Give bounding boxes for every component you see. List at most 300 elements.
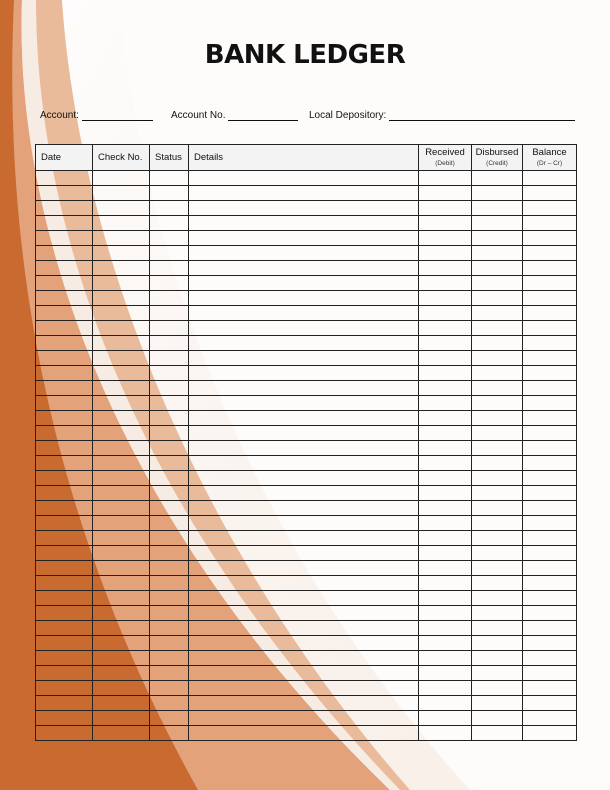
table-cell[interactable] xyxy=(419,441,472,456)
table-cell[interactable] xyxy=(36,636,93,651)
table-cell[interactable] xyxy=(419,246,472,261)
table-cell[interactable] xyxy=(419,516,472,531)
table-cell[interactable] xyxy=(523,381,577,396)
table-cell[interactable] xyxy=(472,366,523,381)
table-cell[interactable] xyxy=(472,726,523,741)
table-cell[interactable] xyxy=(36,366,93,381)
table-cell[interactable] xyxy=(189,726,419,741)
table-cell[interactable] xyxy=(150,501,189,516)
table-cell[interactable] xyxy=(150,666,189,681)
table-cell[interactable] xyxy=(150,576,189,591)
table-cell[interactable] xyxy=(189,186,419,201)
table-cell[interactable] xyxy=(189,456,419,471)
table-cell[interactable] xyxy=(93,651,150,666)
table-cell[interactable] xyxy=(419,681,472,696)
table-cell[interactable] xyxy=(523,411,577,426)
table-cell[interactable] xyxy=(93,441,150,456)
table-cell[interactable] xyxy=(36,501,93,516)
table-row xyxy=(36,621,577,636)
table-cell[interactable] xyxy=(150,186,189,201)
table-cell[interactable] xyxy=(419,651,472,666)
table-cell[interactable] xyxy=(150,171,189,186)
table-cell[interactable] xyxy=(93,606,150,621)
account-field xyxy=(40,109,153,121)
table-cell[interactable] xyxy=(472,681,523,696)
table-row xyxy=(36,726,577,741)
table-cell[interactable] xyxy=(523,321,577,336)
table-cell[interactable] xyxy=(189,201,419,216)
table-cell[interactable] xyxy=(93,411,150,426)
table-cell[interactable] xyxy=(93,366,150,381)
table-cell[interactable] xyxy=(93,711,150,726)
table-cell[interactable] xyxy=(472,471,523,486)
table-cell[interactable] xyxy=(189,171,419,186)
table-cell[interactable] xyxy=(189,636,419,651)
table-cell[interactable] xyxy=(419,576,472,591)
table-cell[interactable] xyxy=(472,426,523,441)
table-cell[interactable] xyxy=(36,381,93,396)
table-cell[interactable] xyxy=(189,291,419,306)
table-cell[interactable] xyxy=(523,546,577,561)
table-cell[interactable] xyxy=(189,216,419,231)
table-cell[interactable] xyxy=(523,276,577,291)
table-cell[interactable] xyxy=(472,171,523,186)
local-depository-input-line[interactable] xyxy=(389,109,575,121)
table-cell[interactable] xyxy=(36,351,93,366)
table-cell[interactable] xyxy=(523,306,577,321)
table-cell[interactable] xyxy=(93,306,150,321)
table-cell[interactable] xyxy=(189,246,419,261)
table-cell[interactable] xyxy=(150,456,189,471)
table-cell[interactable] xyxy=(523,261,577,276)
table-cell[interactable] xyxy=(419,306,472,321)
table-cell[interactable] xyxy=(472,546,523,561)
table-cell[interactable] xyxy=(472,441,523,456)
table-cell[interactable] xyxy=(36,546,93,561)
account-no-input-line[interactable] xyxy=(228,109,298,121)
table-cell[interactable] xyxy=(36,666,93,681)
table-cell[interactable] xyxy=(93,261,150,276)
table-cell[interactable] xyxy=(523,231,577,246)
table-cell[interactable] xyxy=(93,681,150,696)
table-header-row xyxy=(36,145,577,171)
table-cell[interactable] xyxy=(419,276,472,291)
table-cell[interactable] xyxy=(93,396,150,411)
table-cell[interactable] xyxy=(419,321,472,336)
table-cell[interactable] xyxy=(472,501,523,516)
table-cell[interactable] xyxy=(36,561,93,576)
table-cell[interactable] xyxy=(150,621,189,636)
table-cell[interactable] xyxy=(189,411,419,426)
table-cell[interactable] xyxy=(472,261,523,276)
table-cell[interactable] xyxy=(472,576,523,591)
table-cell[interactable] xyxy=(523,486,577,501)
table-cell[interactable] xyxy=(36,231,93,246)
table-cell[interactable] xyxy=(472,486,523,501)
column-subheader-debit: (Debit) xyxy=(435,159,455,167)
table-cell[interactable] xyxy=(523,441,577,456)
table-cell[interactable] xyxy=(189,381,419,396)
table-cell[interactable] xyxy=(93,201,150,216)
table-cell[interactable] xyxy=(150,711,189,726)
table-cell[interactable] xyxy=(189,606,419,621)
table-cell[interactable] xyxy=(189,486,419,501)
table-cell[interactable] xyxy=(523,501,577,516)
table-cell[interactable] xyxy=(419,666,472,681)
table-cell[interactable] xyxy=(150,471,189,486)
column-header-status: Status xyxy=(150,145,189,171)
table-cell[interactable] xyxy=(472,396,523,411)
table-cell[interactable] xyxy=(523,591,577,606)
table-cell[interactable] xyxy=(419,591,472,606)
table-cell[interactable] xyxy=(36,441,93,456)
account-no-label: Account No. xyxy=(171,110,226,121)
table-row xyxy=(36,276,577,291)
table-cell[interactable] xyxy=(419,621,472,636)
table-cell[interactable] xyxy=(189,531,419,546)
table-cell[interactable] xyxy=(523,666,577,681)
table-cell[interactable] xyxy=(472,186,523,201)
table-cell[interactable] xyxy=(36,576,93,591)
table-cell[interactable] xyxy=(189,396,419,411)
table-cell[interactable] xyxy=(36,711,93,726)
account-input-line[interactable] xyxy=(82,109,153,121)
table-cell[interactable] xyxy=(472,531,523,546)
table-cell[interactable] xyxy=(189,546,419,561)
table-cell[interactable] xyxy=(419,726,472,741)
table-cell[interactable] xyxy=(472,516,523,531)
table-cell[interactable] xyxy=(93,321,150,336)
table-cell[interactable] xyxy=(189,441,419,456)
table-cell[interactable] xyxy=(36,651,93,666)
table-cell[interactable] xyxy=(523,606,577,621)
table-cell[interactable] xyxy=(36,456,93,471)
table-cell[interactable] xyxy=(419,471,472,486)
account-label: Account: xyxy=(40,110,79,121)
table-cell[interactable] xyxy=(36,606,93,621)
table-cell[interactable] xyxy=(523,216,577,231)
column-header-disbursed: Disbursed (Credit) xyxy=(472,145,523,171)
table-cell[interactable] xyxy=(93,471,150,486)
table-cell[interactable] xyxy=(523,651,577,666)
column-subheader-dr-cr: (Dr – Cr) xyxy=(536,159,563,167)
page-title: BANK LEDGER xyxy=(204,40,406,70)
table-cell[interactable] xyxy=(523,471,577,486)
table-cell[interactable] xyxy=(189,471,419,486)
table-cell[interactable] xyxy=(523,291,577,306)
table-cell[interactable] xyxy=(36,681,93,696)
table-cell[interactable] xyxy=(419,501,472,516)
table-cell[interactable] xyxy=(150,396,189,411)
table-cell[interactable] xyxy=(472,636,523,651)
table-cell[interactable] xyxy=(93,291,150,306)
table-cell[interactable] xyxy=(419,366,472,381)
table-cell[interactable] xyxy=(189,306,419,321)
table-cell[interactable] xyxy=(523,711,577,726)
table-cell[interactable] xyxy=(189,366,419,381)
table-cell[interactable] xyxy=(150,696,189,711)
table-cell[interactable] xyxy=(523,516,577,531)
table-cell[interactable] xyxy=(419,606,472,621)
table-cell[interactable] xyxy=(189,426,419,441)
table-cell[interactable] xyxy=(419,186,472,201)
table-cell[interactable] xyxy=(93,216,150,231)
table-cell[interactable] xyxy=(36,696,93,711)
table-cell[interactable] xyxy=(472,351,523,366)
table-cell[interactable] xyxy=(472,411,523,426)
table-cell[interactable] xyxy=(523,636,577,651)
table-cell[interactable] xyxy=(523,426,577,441)
table-cell[interactable] xyxy=(150,636,189,651)
table-cell[interactable] xyxy=(419,396,472,411)
table-cell[interactable] xyxy=(93,186,150,201)
table-cell[interactable] xyxy=(93,381,150,396)
table-cell[interactable] xyxy=(36,531,93,546)
table-cell[interactable] xyxy=(419,486,472,501)
table-cell[interactable] xyxy=(150,561,189,576)
table-cell[interactable] xyxy=(189,351,419,366)
table-cell[interactable] xyxy=(189,336,419,351)
table-cell[interactable] xyxy=(93,576,150,591)
table-cell[interactable] xyxy=(93,351,150,366)
table-cell[interactable] xyxy=(472,711,523,726)
table-cell[interactable] xyxy=(419,411,472,426)
table-cell[interactable] xyxy=(36,591,93,606)
table-cell[interactable] xyxy=(419,351,472,366)
table-cell[interactable] xyxy=(93,561,150,576)
table-cell[interactable] xyxy=(189,231,419,246)
table-cell[interactable] xyxy=(419,171,472,186)
table-cell[interactable] xyxy=(93,426,150,441)
table-cell[interactable] xyxy=(93,531,150,546)
table-cell[interactable] xyxy=(36,471,93,486)
table-cell[interactable] xyxy=(523,171,577,186)
table-cell[interactable] xyxy=(36,276,93,291)
table-cell[interactable] xyxy=(93,726,150,741)
table-cell[interactable] xyxy=(150,306,189,321)
table-cell[interactable] xyxy=(472,231,523,246)
table-cell[interactable] xyxy=(523,201,577,216)
table-cell[interactable] xyxy=(419,336,472,351)
table-row xyxy=(36,456,577,471)
table-cell[interactable] xyxy=(36,426,93,441)
table-cell[interactable] xyxy=(189,666,419,681)
table-cell[interactable] xyxy=(523,696,577,711)
table-cell[interactable] xyxy=(472,621,523,636)
table-cell[interactable] xyxy=(419,561,472,576)
table-cell[interactable] xyxy=(472,291,523,306)
table-row xyxy=(36,546,577,561)
table-cell[interactable] xyxy=(150,516,189,531)
table-row xyxy=(36,231,577,246)
table-cell[interactable] xyxy=(93,246,150,261)
column-header-balance: Balance (Dr – Cr) xyxy=(523,145,577,171)
table-cell[interactable] xyxy=(189,261,419,276)
table-cell[interactable] xyxy=(150,726,189,741)
table-cell[interactable] xyxy=(36,621,93,636)
table-cell[interactable] xyxy=(523,351,577,366)
table-cell[interactable] xyxy=(93,591,150,606)
table-cell[interactable] xyxy=(93,276,150,291)
table-cell[interactable] xyxy=(150,426,189,441)
table-row xyxy=(36,696,577,711)
table-cell[interactable] xyxy=(93,486,150,501)
table-cell[interactable] xyxy=(150,321,189,336)
table-cell[interactable] xyxy=(419,261,472,276)
column-subheader-credit: (Credit) xyxy=(486,159,508,167)
table-row xyxy=(36,591,577,606)
local-depository-field xyxy=(309,109,575,121)
table-cell[interactable] xyxy=(472,456,523,471)
table-cell[interactable] xyxy=(189,561,419,576)
table-cell[interactable] xyxy=(189,651,419,666)
table-cell[interactable] xyxy=(36,261,93,276)
table-cell[interactable] xyxy=(189,696,419,711)
table-cell[interactable] xyxy=(150,336,189,351)
table-cell[interactable] xyxy=(150,231,189,246)
table-cell[interactable] xyxy=(36,336,93,351)
table-cell[interactable] xyxy=(93,621,150,636)
table-cell[interactable] xyxy=(150,381,189,396)
table-cell[interactable] xyxy=(36,216,93,231)
table-row xyxy=(36,426,577,441)
table-cell[interactable] xyxy=(419,381,472,396)
table-cell[interactable] xyxy=(36,321,93,336)
table-cell[interactable] xyxy=(36,186,93,201)
table-cell[interactable] xyxy=(93,666,150,681)
table-cell[interactable] xyxy=(150,531,189,546)
table-cell[interactable] xyxy=(93,231,150,246)
table-cell[interactable] xyxy=(419,456,472,471)
table-row xyxy=(36,171,577,186)
table-cell[interactable] xyxy=(419,546,472,561)
table-cell[interactable] xyxy=(150,441,189,456)
table-cell[interactable] xyxy=(523,456,577,471)
table-cell[interactable] xyxy=(150,411,189,426)
table-cell[interactable] xyxy=(150,201,189,216)
table-cell[interactable] xyxy=(419,636,472,651)
table-cell[interactable] xyxy=(150,366,189,381)
table-cell[interactable] xyxy=(523,336,577,351)
table-cell[interactable] xyxy=(93,501,150,516)
table-cell[interactable] xyxy=(36,726,93,741)
table-cell[interactable] xyxy=(150,606,189,621)
table-cell[interactable] xyxy=(189,516,419,531)
table-cell[interactable] xyxy=(189,621,419,636)
table-cell[interactable] xyxy=(93,456,150,471)
table-cell[interactable] xyxy=(523,681,577,696)
table-cell[interactable] xyxy=(419,291,472,306)
table-cell[interactable] xyxy=(150,486,189,501)
table-cell[interactable] xyxy=(93,171,150,186)
table-cell[interactable] xyxy=(150,246,189,261)
table-row xyxy=(36,711,577,726)
table-cell[interactable] xyxy=(93,336,150,351)
table-cell[interactable] xyxy=(189,501,419,516)
table-cell[interactable] xyxy=(523,621,577,636)
table-row xyxy=(36,336,577,351)
table-cell[interactable] xyxy=(419,711,472,726)
table-cell[interactable] xyxy=(189,321,419,336)
table-row xyxy=(36,351,577,366)
table-cell[interactable] xyxy=(523,186,577,201)
table-cell[interactable] xyxy=(36,291,93,306)
table-cell[interactable] xyxy=(472,201,523,216)
table-cell[interactable] xyxy=(419,216,472,231)
table-row xyxy=(36,441,577,456)
table-cell[interactable] xyxy=(472,321,523,336)
table-cell[interactable] xyxy=(419,531,472,546)
table-cell[interactable] xyxy=(419,231,472,246)
table-cell[interactable] xyxy=(93,636,150,651)
table-cell[interactable] xyxy=(150,261,189,276)
table-cell[interactable] xyxy=(523,531,577,546)
table-cell[interactable] xyxy=(150,546,189,561)
table-cell[interactable] xyxy=(472,216,523,231)
table-cell[interactable] xyxy=(189,276,419,291)
table-cell[interactable] xyxy=(36,201,93,216)
table-cell[interactable] xyxy=(189,711,419,726)
table-cell[interactable] xyxy=(523,246,577,261)
table-cell[interactable] xyxy=(189,591,419,606)
table-cell[interactable] xyxy=(36,396,93,411)
table-cell[interactable] xyxy=(472,696,523,711)
table-cell[interactable] xyxy=(472,381,523,396)
table-row xyxy=(36,516,577,531)
table-cell[interactable] xyxy=(472,306,523,321)
ledger-body xyxy=(36,171,577,741)
table-cell[interactable] xyxy=(36,411,93,426)
table-cell[interactable] xyxy=(472,336,523,351)
table-cell[interactable] xyxy=(523,561,577,576)
table-cell[interactable] xyxy=(36,306,93,321)
table-cell[interactable] xyxy=(150,291,189,306)
table-row xyxy=(36,396,577,411)
table-cell[interactable] xyxy=(472,666,523,681)
table-row xyxy=(36,216,577,231)
table-cell[interactable] xyxy=(419,426,472,441)
table-cell[interactable] xyxy=(36,516,93,531)
table-cell[interactable] xyxy=(36,171,93,186)
table-cell[interactable] xyxy=(150,276,189,291)
table-cell[interactable] xyxy=(472,561,523,576)
table-cell[interactable] xyxy=(523,366,577,381)
table-cell[interactable] xyxy=(472,591,523,606)
table-cell[interactable] xyxy=(189,681,419,696)
table-cell[interactable] xyxy=(150,591,189,606)
table-cell[interactable] xyxy=(419,696,472,711)
table-cell[interactable] xyxy=(472,651,523,666)
table-cell[interactable] xyxy=(472,606,523,621)
table-cell[interactable] xyxy=(419,201,472,216)
table-cell[interactable] xyxy=(472,246,523,261)
table-cell[interactable] xyxy=(36,246,93,261)
table-cell[interactable] xyxy=(523,576,577,591)
table-cell[interactable] xyxy=(523,726,577,741)
table-cell[interactable] xyxy=(93,546,150,561)
table-cell[interactable] xyxy=(472,276,523,291)
table-row xyxy=(36,651,577,666)
table-cell[interactable] xyxy=(150,681,189,696)
table-cell[interactable] xyxy=(150,351,189,366)
table-cell[interactable] xyxy=(93,696,150,711)
table-cell[interactable] xyxy=(36,486,93,501)
table-cell[interactable] xyxy=(523,396,577,411)
table-cell[interactable] xyxy=(150,216,189,231)
table-cell[interactable] xyxy=(93,516,150,531)
table-cell[interactable] xyxy=(189,576,419,591)
table-cell[interactable] xyxy=(150,651,189,666)
